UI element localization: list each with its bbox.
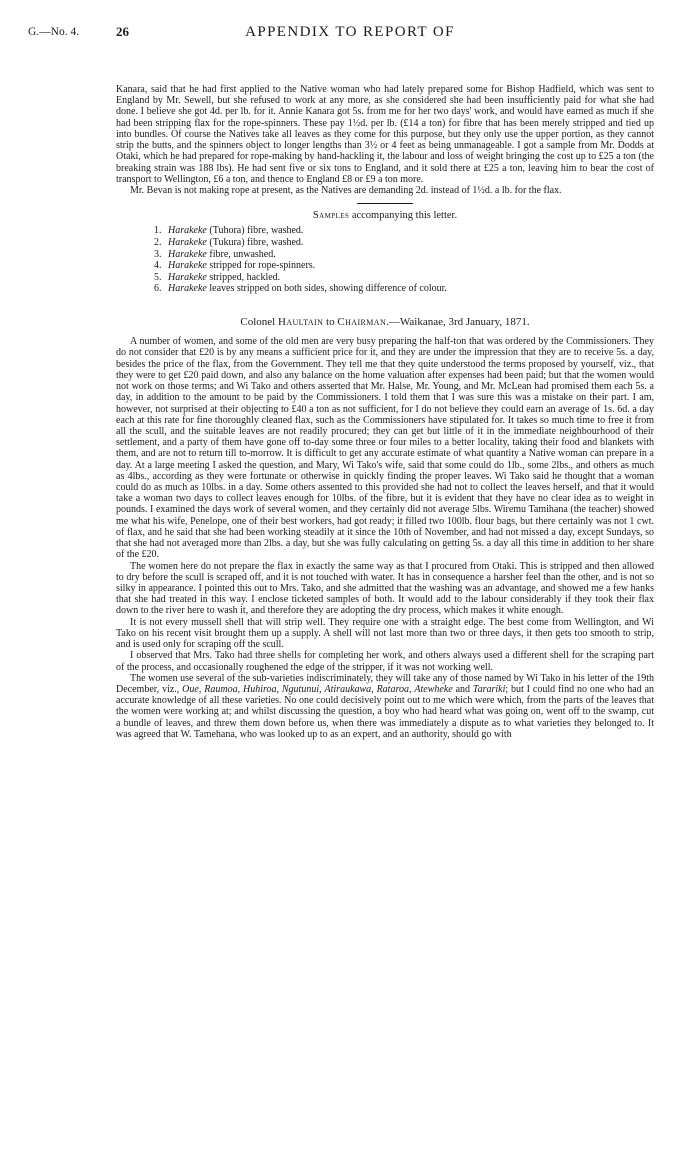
- letter-heading: [116, 317, 654, 328]
- variety-name: Ngutunui: [281, 683, 320, 695]
- sample-number: 5.: [154, 271, 162, 283]
- letter-sender: Haultain: [277, 315, 324, 328]
- letter-paragraph-5: The women use several of the sub-varieties indiscriminately, they will take any of those named by Wi Tako in his letter of the 19th December, viz., Oue, Raumoa, Huhiroa, Ngutunui, Atiraukawa, Rataroa, Atewheke and Tarariki; but I could find no one who had an accurate knowledge of all these varieties. No one could decisively point out to me which were which, from the parts of the leaves that the women were working at; and whilst discussing the question, a boy who had heard what was going on, went off to the swamp, cut a bundle of leaves, and threw them down before us, when there was immediately a dispute as to what varieties they belonged to. It was agreed that W. Tamehana, who was looked up to as an expert, and an authority, should go with: [116, 672, 655, 740]
- letter-paragraph-3: It is not every mussell shell that will strip well. They require one with a straight edge. The best come from Wellington, and Wi Tako on his recent visit brought them up a supply. A shell will not last more than two or three days, it then gets too smooth to strip, and is used only for scraping off the scull.: [116, 616, 654, 651]
- sample-item: [154, 249, 654, 261]
- sample-number: 3.: [154, 248, 162, 260]
- variety-name: Rataroa: [376, 683, 409, 695]
- sample-term: Harakeke: [168, 283, 207, 295]
- samples-heading: [116, 210, 654, 221]
- letter-from-prefix: Colonel: [240, 315, 278, 328]
- letter-paragraph-5-end: ; but I could find no one who had an accurate knowledge of all these varieties. No one could decisively point out to me which were which, from the parts of the leaves that the women were working at; and whilst discussing the question, a boy who had heard what was going on, went off to the swamp, cut a bundle of leaves, and threw them down before us, when there was immediately a dispute as to what varieties they belonged to. It was agreed that W. Tamehana, who was looked up to as an expert, and an authority, should go with: [116, 683, 655, 740]
- sample-description: (Tuhora) fibre, washed.: [206, 225, 304, 237]
- letter-paragraph-4: I observed that Mrs. Tako had three shells for completing her work, and others always used a different shell for the scraping part of the process, and occasionally roughened the edge of the stripper, if it was not working well.: [116, 650, 654, 673]
- sample-description: (Tukura) fibre, washed.: [206, 237, 304, 248]
- sample-number: 6.: [154, 283, 162, 295]
- variety-name: Atiraukawa: [324, 683, 372, 695]
- sample-description: leaves stripped on both sides, showing difference of colour.: [206, 283, 447, 295]
- sample-item: [154, 272, 654, 284]
- samples-heading-caps: Samples: [312, 210, 350, 222]
- sample-item: [154, 237, 654, 249]
- page-body: [116, 84, 654, 740]
- sample-term: Harakeke: [168, 237, 207, 248]
- letter-place-date: .—Waikanae, 3rd January, 1871.: [386, 315, 530, 328]
- sample-number: 1.: [154, 225, 162, 237]
- sample-description: stripped, hackled.: [206, 271, 281, 283]
- sample-term: Harakeke: [168, 225, 207, 237]
- sample-number: 4.: [154, 260, 162, 272]
- variety-name: Huhiroa: [242, 683, 277, 695]
- letter-to-prefix: to: [323, 315, 338, 328]
- sample-item: [154, 225, 654, 237]
- letter-paragraph-1: A number of women, and some of the old men are very busy preparing the half-ton that was ordered by the Commissioners. They do not consider that £20 is by any means a sufficient price for it, and they are under the impression that they are to receive 5s. a day, besides the price of the flax, from the Government. They tell me that they quite understood the terms proposed by yourself, viz., that they were to get £20 paid down, and also any balance on the home valuation after expenses had been paid; but that the women would not work on those terms; and Wi Tako and others asserted that Mr. Halse, Mr. Young, and Mr. McLean had promised them each 5s. a day, in addition to the amount to be paid by the Commissioners. I told them that I was sure this was a mistake on their part. I am, however, not surprised at their objecting to £40 a ton as not sufficient, for I do not believe they could earn an average of 1s. 6d. a day each at this rate for fine thoroughly cleaned flax, such as the Commissioners have stipulated for. It takes so much time to free it from all the scull, and the suitable leaves are not readily procured; they can get but little of it in the immediate neighbourhood of their settlement, and a party of them have gone off to-day some three or four miles to a better locality, taking their food and blankets with them, and are not to return till to-morrow. It is difficult to get any accurate estimate of what quantity a Native woman can prepare in a day. At a large meeting I asked the question, and Mary, Wi Tako's wife, said that some could do 1lb., some 2lbs., and others as much as 4lbs., according as they were fortunate or otherwise in quickly finding the proper leaves. Wi Tako said he thought that a woman could do as much as 10lbs. in a day. Some others assented to this provided she had not to collect the leaves herself, and that it would take a woman two days to collect leaves enough for 10lbs. of the fibre, but it is evident that they have no clear idea as to weight in pounds. I examined the days work of several women, and they certainly did not average 5lbs. Wiremu Tamihana (the teacher) showed me what his wife, Penelope, one of their best workers, had got ready; it filled two 100lb. flour bags, but there certainly was not 1 cwt. of flax, and he said that she had been working steadily at it since the 10th of November, and had not missed a day, except Sundays, so that she had not averaged more than 2lbs. a day, but she was fully calculating on getting 5s. a day all this time in addition to her share of the £20.: [116, 336, 654, 561]
- variety-name: Tarariki: [472, 683, 506, 695]
- page-number: 26: [116, 24, 129, 39]
- letter-paragraph-5-start: The women use several of the sub-varieties indiscriminately, they will take any of those named by Wi Tako in his letter of the 19th December, viz.,: [116, 672, 654, 695]
- letter-recipient: Chairman: [337, 315, 387, 328]
- sample-description: stripped for rope-spinners.: [206, 260, 316, 272]
- running-title: APPENDIX TO REPORT OF: [245, 24, 455, 40]
- letter-paragraph-2: The women here do not prepare the flax in exactly the same way as that I procured from Otaki. This is stripped and then allowed to dry before the scull is scraped off, and it is not touched with water. It has in consequence a harsher feel than the other, and is not so silky in appearance. I pointed this out to Mrs. Tako, and she admitted that the washing was an advantage, and showed me a few hanks that she had treated in this way. I enclose ticketed samples of both. It would add to the labour considerably if they took their flax down to the river here to wash it, and therefore they are adopting the dry process, which makes it white enough.: [116, 560, 654, 617]
- sample-item: [154, 283, 654, 295]
- variety-name: Atewheke: [414, 683, 453, 695]
- section-divider: [357, 203, 413, 204]
- variety-name: Oue: [182, 683, 199, 695]
- samples-list: [154, 225, 654, 295]
- intro-paragraph-1: Kanara, said that he had first applied to the Native woman who had lately prepared some for Bishop Hadfield, which was sent to England by Mr. Sewell, but she refused to work at any more, as she considered she had been insufficiently paid for what she had done. I believe she got 4d. per lb. for it. Annie Kanara got 5s. from me for her two days' work, and would have earned as much if she had been stripping flax for the rope-spinners. These pay 1½d. per lb. (£14 a ton) for fibre that has been merely stripped and tied up into bundles. Of course the Natives take all leaves as they come for this purpose, but they only use the upper portion, as they cannot strip the butts, and the spinners object to longer lengths than 3½ or 4 feet as being unmanageable. I got a sample from Mr. Dodds at Otaki, which he had prepared for rope-making by hand-hackling it, the labour and loss of weight bringing the cost up to £25 a ton (the breaking strain was 188 lbs). He had sent five or six tons to England, and it sold there at £25 a ton, leaving him to bear the cost of transport to Wellington, £6 a ton, and thence to England £8 or £9 a ton more.: [116, 84, 654, 185]
- sample-term: Harakeke: [168, 248, 207, 260]
- samples-heading-rest: accompanying this letter.: [349, 210, 458, 222]
- intro-paragraph-2: Mr. Bevan is not making rope at present, as the Natives are demanding 2d. instead of 1½d. a lb. for the flax.: [130, 184, 562, 196]
- sample-item: [154, 260, 654, 272]
- page-header: [0, 24, 700, 44]
- sample-term: Harakeke: [168, 271, 207, 283]
- sample-description: fibre, unwashed.: [206, 248, 276, 260]
- sample-term: Harakeke: [168, 260, 207, 272]
- variety-name: Raumoa: [204, 683, 238, 695]
- sample-number: 2.: [154, 237, 162, 248]
- document-reference: G.—No. 4.: [28, 26, 80, 38]
